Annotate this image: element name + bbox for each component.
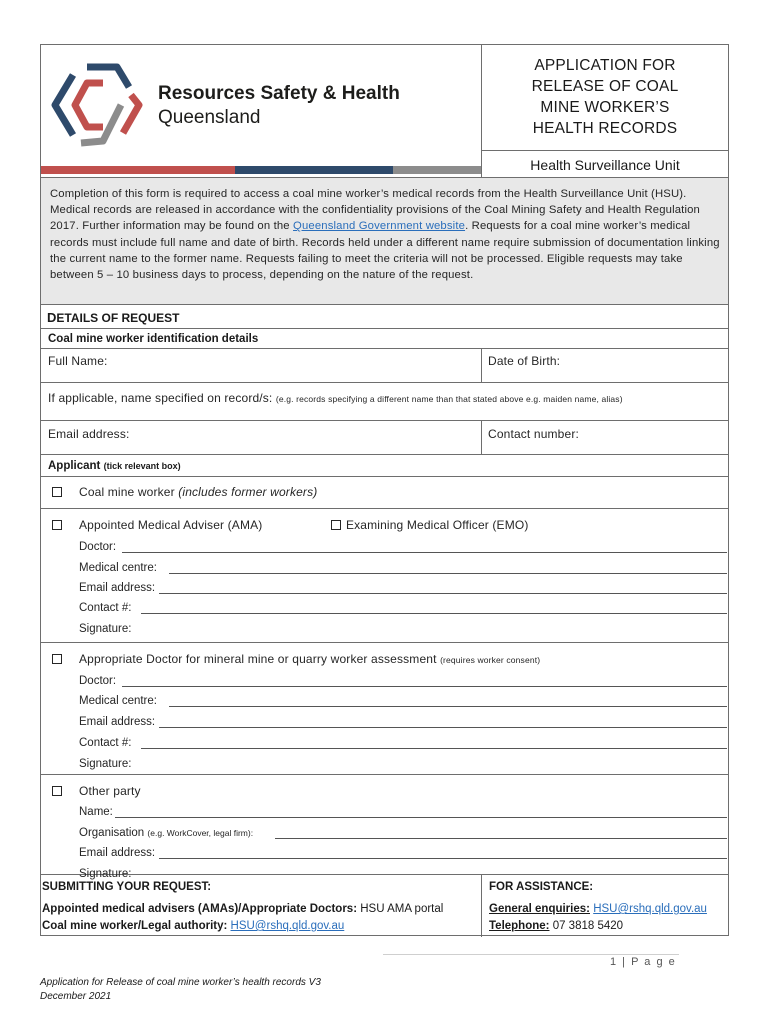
ad-medical-centre-field[interactable] (79, 695, 727, 709)
op-email-field[interactable] (79, 847, 727, 861)
full-name-label: Full Name: (48, 354, 108, 368)
intro-text-1: Completion of this form is required to access a coal mine worker’s medical records from the Health Surveillance Unit (HSU). Medical records are released in accordance with the confidentiality provisions of the Coal Mining Safety and Health Regulation 2017. Further information may be found on the (50, 188, 700, 233)
op-organisation-text: Organisation (79, 827, 145, 839)
ama-option-row (41, 509, 728, 643)
ad-medical-centre-label: Medical centre: (79, 695, 157, 707)
other-party-option-row (41, 775, 728, 880)
page-number: 1 | P a g e (610, 956, 677, 968)
ad-contact-field[interactable] (79, 737, 727, 751)
ama-medical-centre-field[interactable] (79, 562, 727, 576)
details-heading-row (41, 305, 728, 329)
ama-signature-label: Signature: (79, 623, 132, 635)
op-signature-label: Signature: (79, 868, 132, 880)
id-subheading-row (41, 329, 728, 349)
assistance-line-enquiries (489, 903, 707, 915)
alias-label (48, 391, 623, 405)
details-heading (41, 305, 728, 325)
submitting-ama-portal: HSU AMA portal (357, 903, 444, 915)
email-label: Email address: (48, 427, 130, 441)
op-organisation-field[interactable] (79, 827, 727, 841)
ad-signature-label: Signature: (79, 758, 132, 770)
applicant-heading-text: Applicant (48, 460, 101, 472)
title-line-4: HEALTH RECORDS (532, 120, 678, 137)
form-header (41, 45, 728, 177)
assistance-enquiries-label: General enquiries: (489, 903, 590, 915)
ama-signature-field[interactable] (79, 623, 279, 637)
title-line-1: APPLICATION FOR (534, 57, 676, 74)
applicant-heading (41, 455, 728, 472)
id-subheading: Coal mine worker identification details (48, 333, 259, 345)
contact-number-label: Contact number: (488, 427, 579, 441)
coal-worker-note: (includes former workers) (178, 485, 318, 499)
ad-signature-field[interactable] (79, 758, 279, 772)
applicant-hint: (tick relevant box) (103, 461, 181, 471)
submitting-line-worker (42, 920, 344, 932)
applicant-heading-row (41, 455, 728, 477)
org-subtitle: Queensland (158, 107, 261, 128)
qld-gov-website-link[interactable]: Queensland Government website (293, 220, 466, 233)
ama-email-field[interactable] (79, 582, 727, 596)
ad-email-label: Email address: (79, 716, 156, 728)
op-name-field[interactable] (79, 806, 727, 820)
appropriate-doctor-checkbox[interactable] (52, 654, 62, 664)
footer-rule (383, 954, 679, 955)
rshq-logo-icon (47, 61, 147, 149)
op-email-label: Email address: (79, 847, 156, 859)
assistance-box (481, 875, 728, 937)
coal-worker-label: Coal mine worker (79, 485, 175, 499)
ama-medical-centre-label: Medical centre: (79, 562, 157, 574)
other-party-checkbox[interactable] (52, 786, 62, 796)
ama-medical-centre-line (169, 573, 727, 574)
ama-doctor-label: Doctor: (79, 541, 117, 553)
op-organisation-line (275, 838, 727, 839)
ad-contact-line (141, 748, 727, 749)
ama-contact-line (141, 613, 727, 614)
assistance-line-telephone (489, 920, 623, 932)
appropriate-doctor-note: (requires worker consent) (440, 655, 541, 665)
ad-doctor-label: Doctor: (79, 675, 117, 687)
appropriate-doctor-option (79, 652, 540, 666)
ad-contact-label: Contact #: (79, 737, 132, 749)
name-dob-row (41, 349, 728, 383)
other-party-label: Other party (79, 784, 141, 798)
assistance-heading: FOR ASSISTANCE: (489, 881, 594, 893)
ad-email-field[interactable] (79, 716, 727, 730)
divider (481, 349, 482, 382)
ad-doctor-field[interactable] (79, 675, 727, 689)
assistance-email-link[interactable]: HSU@rshq.qld.gov.au (593, 903, 707, 915)
brand-color-strip (41, 166, 481, 174)
footer-document-title: Application for Release of coal mine worker’s health records V3 (40, 977, 321, 988)
ama-email-label: Email address: (79, 582, 156, 594)
org-name: Resources Safety & Health (158, 83, 400, 104)
strip-grey (393, 166, 481, 174)
ad-doctor-line (122, 686, 727, 687)
ama-doctor-field[interactable] (79, 541, 727, 555)
alias-hint: (e.g. records specifying a different name than that stated above e.g. maiden name, alias) (275, 394, 623, 404)
emo-label: Examining Medical Officer (EMO) (346, 518, 529, 532)
details-heading-initial: D (47, 310, 57, 325)
strip-red (41, 166, 235, 174)
appropriate-doctor-option-row (41, 643, 728, 775)
divider (481, 421, 482, 454)
footer-date: December 2021 (40, 991, 112, 1002)
submitting-line-ama (42, 903, 443, 915)
intro-text-2: . Requests for a coal mine worker’s medical records must include full name and date of birth. Records held under a different name require submission of documentation linking the current name to the former name. Requests failing to meet the criteria will not be processed. Eligible requests may take between 5 – 10 business days to process, depending on the nature of the request. (50, 220, 720, 282)
alias-label-text: If applicable, name specified on record/s: (48, 391, 273, 405)
title-line-3: MINE WORKER’S (540, 99, 670, 116)
submitting-worker-label: Coal mine worker/Legal authority: (42, 920, 228, 932)
submitting-box (41, 875, 481, 937)
coal-worker-option (79, 485, 317, 499)
assistance-telephone-label: Telephone: (489, 920, 550, 932)
logo-area (41, 45, 481, 177)
submitting-ama-label: Appointed medical advisers (AMAs)/Appropriate Doctors: (42, 903, 358, 915)
submitting-email-link[interactable]: HSU@rshq.qld.gov.au (230, 920, 345, 932)
title-line-2: RELEASE OF COAL (531, 78, 679, 95)
op-organisation-label (79, 827, 253, 839)
emo-checkbox[interactable] (331, 520, 341, 530)
ad-email-line (159, 727, 727, 728)
op-organisation-hint: (e.g. WorkCover, legal firm): (147, 828, 254, 838)
op-name-line (115, 817, 727, 818)
coal-worker-option-row (41, 477, 728, 509)
ama-label: Appointed Medical Adviser (AMA) (79, 518, 263, 532)
assistance-phone-number: 07 3818 5420 (552, 920, 624, 932)
intro-text (41, 177, 728, 305)
ama-email-line (159, 593, 727, 594)
submitting-heading: SUBMITTING YOUR REQUEST: (42, 881, 212, 893)
appropriate-doctor-label: Appropriate Doctor for mineral mine or quarry worker assessment (79, 652, 437, 666)
ad-medical-centre-line (169, 706, 727, 707)
form-title (481, 45, 728, 151)
op-email-line (159, 858, 727, 859)
email-contact-row (41, 421, 728, 455)
ama-contact-field[interactable] (79, 602, 727, 616)
ama-checkbox[interactable] (52, 520, 62, 530)
coal-worker-checkbox[interactable] (52, 487, 62, 497)
unit-name: Health Surveillance Unit (481, 151, 728, 177)
submission-row (41, 875, 728, 937)
form-frame (40, 44, 729, 936)
details-heading-rest: ETAILS OF REQUEST (56, 311, 180, 325)
op-name-label: Name: (79, 806, 113, 818)
alias-row (41, 383, 728, 421)
ama-doctor-line (122, 552, 727, 553)
dob-label: Date of Birth: (488, 354, 561, 368)
strip-blue (235, 166, 393, 174)
ama-contact-label: Contact #: (79, 602, 132, 614)
